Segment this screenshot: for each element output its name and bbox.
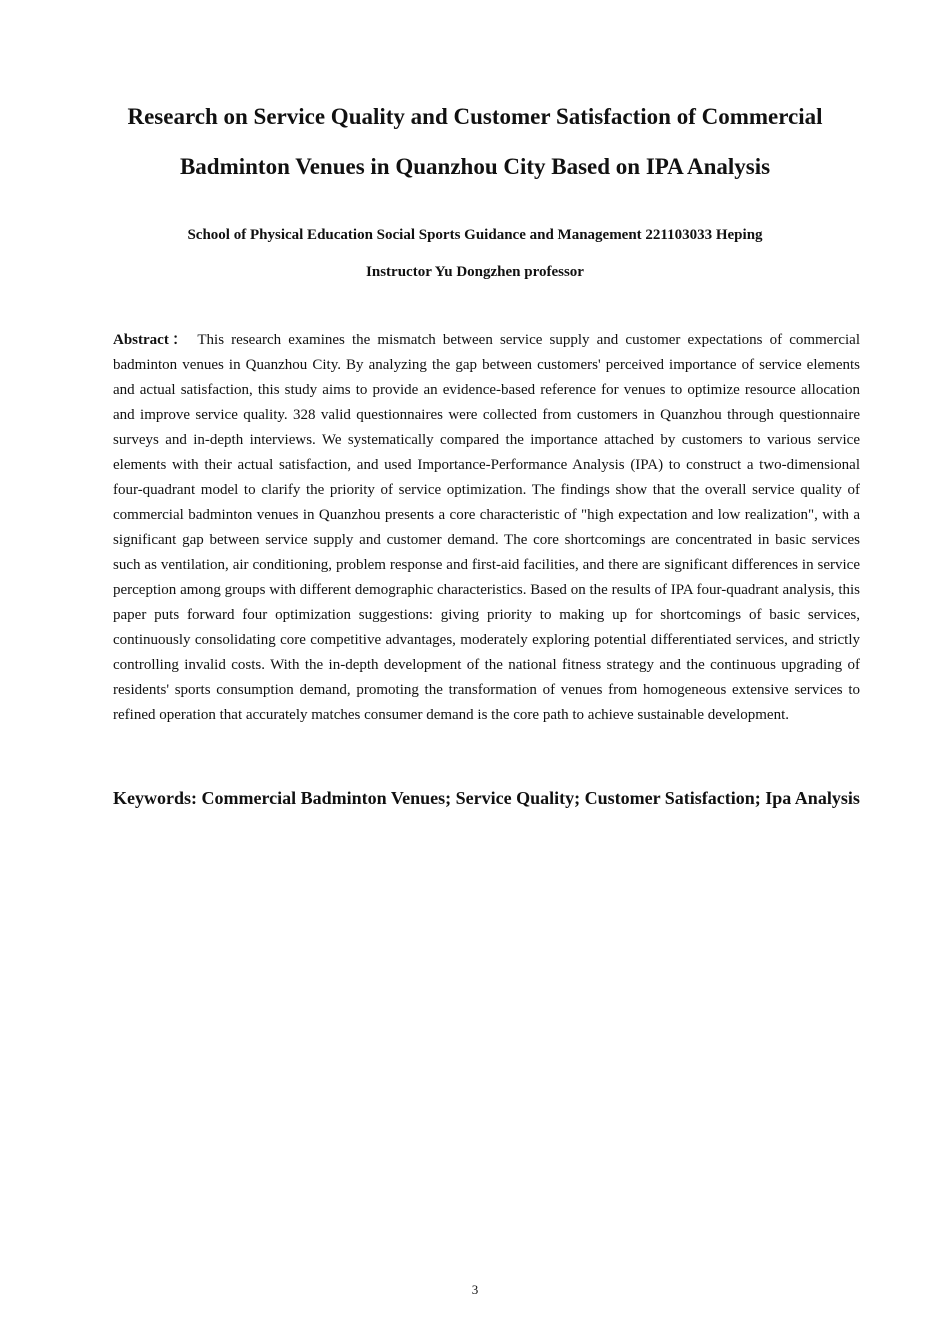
author-affiliation: School of Physical Education Social Sports Guidance and Management 221103033 Heping bbox=[187, 227, 763, 243]
paper-title bbox=[60, 92, 890, 192]
instructor-line: Instructor Yu Dongzhen professor bbox=[366, 264, 584, 280]
keywords: Keywords: Commercial Badminton Venues; Service Quality; Customer Satisfaction; Ipa Analysis bbox=[113, 788, 860, 808]
abstract-label: Abstract： bbox=[113, 332, 191, 348]
abstract-paragraph bbox=[113, 328, 860, 728]
title-line-1: Research on Service Quality and Customer Satisfaction of Commercial bbox=[127, 104, 823, 129]
title-line-2: Badminton Venues in Quanzhou City Based on IPA Analysis bbox=[179, 154, 771, 179]
abstract-text: This research examines the mismatch between service supply and customer expectations of commercial badminton venues in Quanzhou City. By analyzing the gap between customers' perceived importance of service elements and actual satisfaction, this study aims to provide an evidence-based reference for venues to optimize resource allocation and improve service quality. 328 valid questionnaires were collected from customers in Quanzhou through questionnaire surveys and in-depth interviews. We systematically compared the importance attached by customers to various service elements with their actual satisfaction, and used Importance-Performance Analysis (IPA) to construct a two-dimensional four-quadrant model to clarify the priority of service optimization. The findings show that the overall service quality of commercial badminton venues in Quanzhou presents a core characteristic of "high expectation and low realization", with a significant gap between service supply and customer demand. The core shortcomings are concentrated in basic services such as ventilation, air conditioning, problem response and first-aid facilities, and there are significant differences in service perception among groups with different demographic characteristics. Based on the results of IPA four-quadrant analysis, this paper puts forward four optimization suggestions: giving priority to making up for shortcomings of basic services, continuously consolidating core competitive advantages, moderately exploring potential differentiated services, and strictly controlling invalid costs. With the in-depth development of the national fitness strategy and the continuous upgrading of residents' sports consumption demand, promoting the transformation of venues from homogeneous extensive services to refined operation that accurately matches consumer demand is the core path to achieve sustainable development. bbox=[113, 332, 860, 723]
page-number: 3 bbox=[471, 1282, 479, 1297]
